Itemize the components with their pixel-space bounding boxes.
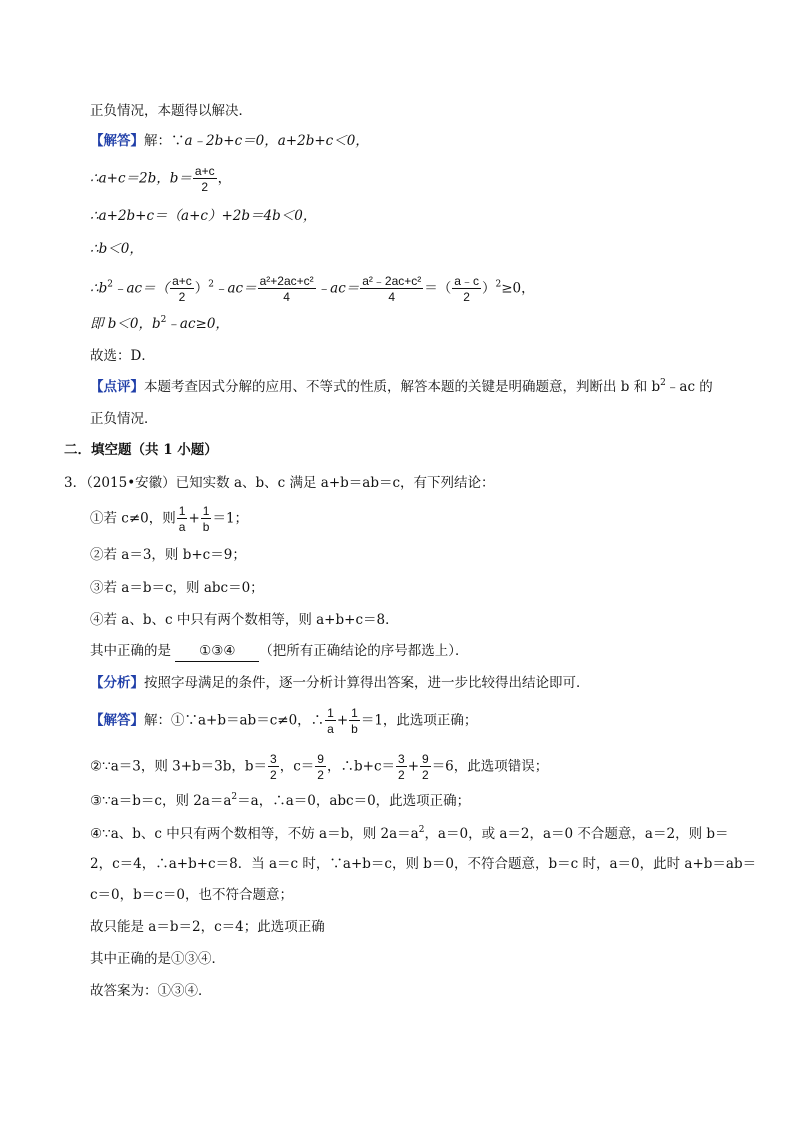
numerator: 1: [178, 504, 186, 518]
line-text: ，: [217, 170, 232, 187]
operator: +: [336, 712, 349, 729]
solution-line: [90, 885, 293, 905]
math-line: [90, 314, 229, 334]
exponent: 2: [160, 315, 167, 325]
denominator: 2: [398, 768, 405, 782]
numerator: a+c: [194, 164, 215, 178]
denominator: 4: [283, 290, 290, 304]
numerator: 3: [398, 752, 405, 766]
line-text: ，a＝0，或 a＝2，a＝0 不合题意，a＝2，则 b＝: [424, 826, 729, 842]
numerator: 9: [317, 752, 324, 766]
solution-line: [90, 753, 548, 781]
denominator: a: [327, 722, 334, 736]
equation: ﹣ac＝: [316, 280, 360, 297]
fraction: [258, 275, 316, 303]
exponent: 2: [231, 792, 238, 802]
denominator: 2: [270, 768, 277, 782]
line-text: 正负情况．: [90, 411, 158, 427]
solution-line: [90, 791, 470, 811]
equation: ﹣ac≥0，: [166, 316, 229, 332]
text-line: [90, 101, 252, 121]
fraction: [177, 505, 188, 533]
line-text: ①若 c≠0，则: [90, 510, 176, 527]
equation: b＝: [169, 170, 192, 187]
analysis-tag: 【分析】: [90, 675, 144, 691]
answer-line: [90, 346, 155, 366]
operator: +: [407, 758, 419, 775]
fraction: [193, 165, 217, 193]
exponent: 2: [495, 279, 502, 290]
equation: ＝（: [424, 280, 452, 297]
equation: ﹣ac＝: [214, 280, 257, 297]
numerator: a+c: [172, 274, 192, 288]
line-text: ＝1，此选项正确；: [360, 712, 478, 729]
denominator: 2: [317, 768, 324, 782]
numerator: 1: [202, 504, 210, 518]
solution-line: [90, 707, 477, 735]
line-text: 故答案为：①③④．: [90, 983, 212, 999]
equation: ）: [194, 280, 209, 297]
line-text: ，c＝: [279, 758, 315, 775]
solution-line: [90, 949, 225, 969]
math-line: [90, 206, 316, 226]
section-heading: [64, 440, 218, 460]
denominator: 2: [422, 768, 429, 782]
comment-line: [90, 377, 713, 397]
fraction: [315, 753, 326, 781]
equation: a﹣2b+c＝0，: [184, 133, 278, 149]
solution-tag: 【解答】: [90, 712, 144, 729]
line-text: 故只能是 a＝b＝2，c＝4；此选项正确: [90, 919, 325, 935]
numerator: 1: [351, 706, 358, 720]
line-text: c＝0，b＝c＝0，也不符合题意；: [90, 887, 293, 903]
exponent: 2: [418, 825, 425, 835]
fraction: [396, 753, 407, 781]
denominator: b: [351, 722, 358, 736]
line-text: ③若 a＝b＝c，则 abc＝0；: [90, 580, 264, 596]
line-text: ④若 a、b、c 中只有两个数相等，则 a+b+c＝8．: [90, 612, 399, 628]
numerator: 9: [422, 752, 429, 766]
line-text: 3．（2015•安徽）已知实数 a、b、c 满足 a+b＝ab＝c，有下列结论：: [64, 475, 495, 491]
line-text: ﹣ac 的: [665, 379, 713, 395]
line-text: ＝1；: [212, 510, 249, 527]
denominator: 2: [201, 180, 209, 194]
question-stem: [64, 473, 495, 493]
equation: a+2b+c＜0，: [277, 133, 369, 149]
numerator: a﹣c: [454, 274, 479, 288]
equation: ∴a+2b+c＝（a+c）+2b＝4b＜0，: [90, 208, 317, 224]
heading-text: 二．填空题（共 1 小题）: [64, 442, 218, 458]
fraction: [201, 505, 212, 533]
line-text: 解：①∵a+b＝ab＝c≠0，∴: [144, 712, 325, 729]
fraction: [360, 275, 423, 303]
equation: ≥0，: [501, 280, 535, 297]
numerator: a²+2ac+c²: [259, 274, 314, 288]
solution-line: [90, 824, 729, 844]
line-text: 本题考查因式分解的应用、不等式的性质，解答本题的关键是明确题意，判断出 b 和 b: [144, 379, 661, 395]
line-text: 2，c＝4，∴a+b+c＝8．当 a＝c 时，∵a+b＝c，则 b＝0，不符合题意，b＝c 时，a＝0，此时 a+b＝ab＝: [90, 856, 757, 872]
math-line: [90, 165, 231, 193]
math-line: [90, 239, 143, 259]
line-text: ＝a，∴a＝0，abc＝0，此选项正确；: [237, 793, 471, 809]
math-line: [90, 275, 535, 303]
line-text: ③∵a＝b＝c，则 2a＝a: [90, 793, 232, 809]
solution-tag: 【解答】: [90, 133, 144, 149]
conclusion-1: [90, 505, 248, 533]
conclusion-4: [90, 610, 399, 630]
line-text: ＝6，此选项错误；: [431, 758, 549, 775]
conclusion-3: [90, 578, 264, 598]
comment-tag: 【点评】: [90, 379, 144, 395]
line-text: 其中正确的是: [90, 643, 171, 659]
fraction: [325, 707, 336, 735]
denominator: a: [178, 520, 186, 534]
exponent: 2: [107, 279, 113, 290]
conclusion-2: [90, 545, 246, 565]
equation: ∴a+c＝2b，: [90, 170, 170, 187]
solution-line: [90, 917, 325, 937]
answer-blank: ①③④: [175, 641, 259, 662]
denominator: 2: [178, 290, 186, 304]
answer-line: [90, 981, 212, 1001]
fraction: [420, 753, 431, 781]
equation: ）: [481, 280, 496, 297]
equation: ∴b＜0，: [90, 241, 143, 257]
line-text: 故选：D．: [90, 348, 155, 364]
line-text: ，∴b+c＝: [326, 758, 395, 775]
exponent: 2: [208, 279, 214, 290]
equation: ∴b: [90, 280, 108, 297]
numerator: 3: [270, 752, 277, 766]
exponent: 2: [660, 378, 666, 388]
line-text: 解：∵: [144, 133, 185, 149]
denominator: 2: [463, 290, 470, 304]
equation: ﹣ac＝（: [112, 280, 170, 297]
analysis-line: [90, 673, 590, 693]
denominator: b: [202, 520, 210, 534]
solution-line: [90, 854, 756, 874]
equation: 即 b＜0，b: [90, 316, 161, 332]
line-text: （把所有正确结论的序号都选上）．: [259, 643, 469, 659]
line-text: 其中正确的是①③④．: [90, 951, 225, 967]
answer-fill-line: [90, 641, 469, 662]
denominator: 4: [388, 290, 396, 304]
line-text: 正负情况，本题得以解决．: [90, 103, 252, 119]
numerator: 1: [327, 706, 334, 720]
numerator: a²﹣2ac+c²: [362, 274, 422, 288]
text-line: [90, 409, 158, 429]
line-text: ④∵a、b、c 中只有两个数相等，不妨 a＝b，则 2a＝a: [90, 826, 419, 842]
fraction: [452, 275, 481, 303]
fraction: [170, 275, 194, 303]
operator: +: [188, 510, 200, 527]
fraction: [349, 707, 360, 735]
solution-line: [90, 131, 369, 151]
line-text: ②∵a＝3，则 3+b＝3b，b＝: [90, 758, 268, 775]
line-text: ②若 a＝3，则 b+c＝9；: [90, 547, 246, 563]
line-text: 按照字母满足的条件，逐一分析计算得出答案，进一步比较得出结论即可．: [144, 675, 590, 691]
fraction: [268, 753, 279, 781]
